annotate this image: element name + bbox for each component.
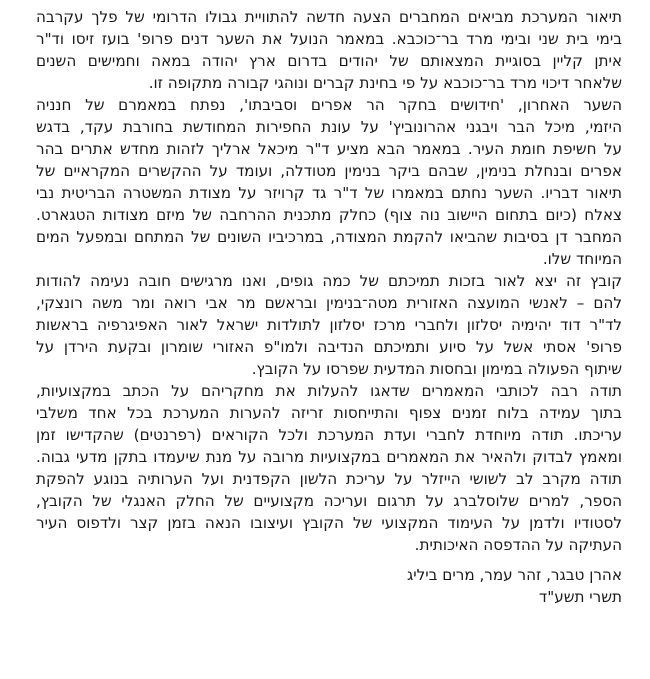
- text-line: הספר, למרים שלוסלברג על תרגום ועריכה מקצועיים של החלק האנגלי של הקובץ,: [36, 492, 622, 510]
- signature-authors: אהרן טבגר, זהר עמר, מרים ביליג: [406, 566, 622, 584]
- text-line: שיתוף הפעולה במימון ובחסות המדעית שפרסו על הקובץ.: [251, 360, 622, 378]
- text-line: היזמי, מיכל הבר ויבגני אהרונוביץ' על עונת החפירות המחודשת בחורבת עקד, בדגש: [36, 118, 622, 136]
- text-line: תיאור המערכת מביאים המחברים הצעה חדשה להתוויית גבולו הדרומי של פלך עקרבה: [36, 8, 622, 26]
- text-line: השער האחרון, 'חידושים בחקר הר אפרים וסביבתו', נפתח במאמרם של חנניה: [36, 96, 622, 114]
- paragraph-intro-end: [36, 6, 622, 94]
- paragraph-editorial-thanks: [36, 380, 622, 556]
- text-line: המחבר דן בסיבות שהביאו להקמת המצודה, במרכיביו השונים של המתחם ובמפעל המים: [36, 228, 622, 246]
- text-line: לד"ר דוד יהימיה יסלזון ולחברי מרכז יסלזון לתולדות ישראל לאור האפיגרפיה בראשות: [36, 316, 622, 334]
- text-line: ומאמץ לבדוק ולהאיר את המאמרים במקצועיות מרובה על מנת שיעמדו בתקן מדעי גבוה.: [36, 448, 622, 466]
- text-line: פרופ' אסתי אשל על סיוע ותמיכתם הנדיבה ולמו"פ האזורי שומרון ובקעת הירדן על: [36, 338, 622, 356]
- text-line: תודה מקרב לב לשושי הייזלר על עריכת הלשון הקפדנית ועל הערותיה בנוגע להפקת: [36, 470, 622, 488]
- text-line: המיוחד שלו.: [542, 250, 622, 268]
- text-line: על חשיפת חומת העיר. במאמר הבא מציע ד"ר מיכאל ארליך לזהות מחדש אתרים בהר: [36, 140, 622, 158]
- text-line: אפרים ובנחלת בנימין, שבהם ביקר בנימין מטודלה, ועומד על ההקשרים המקראיים של: [36, 162, 622, 180]
- signature-date: תשרי תשע"ד: [538, 588, 622, 606]
- text-line: צאלח (כיום בתחום היישוב נוה צוף) כחלק מתכנית ההרחבה של מיזם מצודות הטגארט.: [36, 206, 622, 224]
- text-line: תיאור דבריו. השער נחתם במאמרו של ד"ר גד קרויזר על מצודת המשטרה הבריטית נבי: [36, 184, 622, 202]
- paragraph-last-section: [36, 94, 622, 270]
- signature-block: [36, 564, 622, 608]
- text-line: תודה רבה לכותבי המאמרים שדאגו להעלות את מחקריהם על הכתב במקצועיות,: [36, 382, 622, 400]
- text-line: עריכתו. תודה מיוחדת לחברי ועדת המערכת ולכל הקוראים (רפרנטים) שהקדישו זמן: [36, 426, 622, 444]
- text-line: בתוך עמידה בלוח זמנים צפוף והתייחסות זריזה להערות המערכת בכל אחד משלבי: [36, 404, 622, 422]
- text-line: קובץ זה יצא לאור בזכות תמיכתם של כמה גופים, ואנו מרגישים חובה נעימה להודות: [36, 272, 622, 290]
- text-line: בימי בית שני ובימי מרד בר־כוכבא. במאמר הנועל את השער דנים פרופ' בועז זיסו וד"ר: [36, 30, 622, 48]
- text-line: לסטודיו ולדמן על העימוד המקצועי של הקובץ ועיצובו הנאה בזמן קצר ולדפוס העיר: [36, 514, 622, 532]
- paragraph-funding-thanks: [36, 270, 622, 380]
- text-line: איתן קליין בסוגיית המצאותם של יהודים בדרום ארץ יהודה במאה וחמישים השנים: [36, 52, 622, 70]
- text-line: להם – לאנשי המועצה האזורית מטה־בנימין ובראשם מר אבי רואה ומר משה רונצקי,: [36, 294, 622, 312]
- text-line: העתיקה על ההדפסה האיכותית.: [414, 536, 622, 554]
- text-line: שלאחר דיכוי מרד בר־כוכבא על פי בחינת קברים ונוהגי קבורה מתקופה זו.: [148, 74, 622, 92]
